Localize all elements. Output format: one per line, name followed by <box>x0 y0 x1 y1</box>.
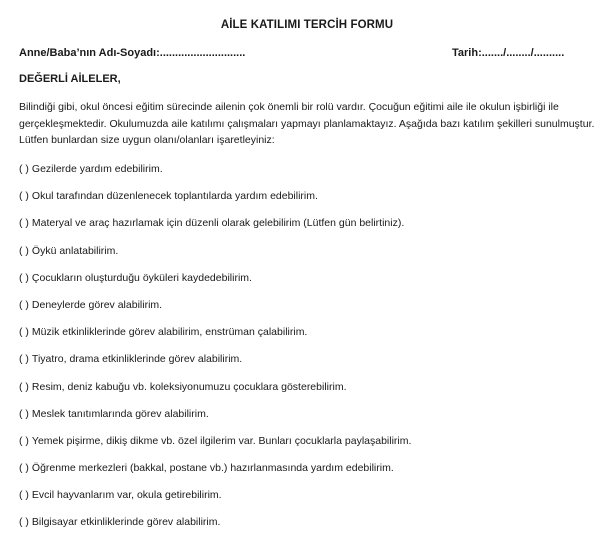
option-item <box>19 407 411 434</box>
date-field: Tarih:......./......../.......... <box>452 47 565 59</box>
option-label: Meslek tanıtımlarında görev alabilirim. <box>31 407 209 420</box>
option-item <box>19 162 411 189</box>
option-label: Bilgisayar etkinliklerinde görev alabilirim. <box>31 516 221 529</box>
option-checkbox[interactable]: ( ) <box>19 380 29 393</box>
option-label: Materyal ve araç hazırlamak için düzenli olarak gelebilirim (Lütfen gün belirtiniz). <box>31 217 405 230</box>
form-title: AİLE KATILIMI TERCİH FORMU <box>220 19 394 31</box>
participation-options-list <box>19 162 411 543</box>
option-label: Tiyatro, drama etkinliklerinde görev alabilirim. <box>31 353 243 366</box>
option-label: Çocukların oluşturduğu öyküleri kaydedebilirim. <box>31 271 252 284</box>
option-checkbox[interactable]: ( ) <box>19 190 29 203</box>
option-label: Resim, deniz kabuğu vb. koleksiyonumuzu çocuklara gösterebilirim. <box>31 380 347 393</box>
option-checkbox[interactable]: ( ) <box>19 462 29 475</box>
option-item <box>19 216 411 243</box>
intro-line: gerçekleşmektedir. Okulumuzda aile katılımı çalışmaları yapmayı planlamaktayız. Aşağıda bazı katılım şekilleri sunulmuştur. <box>19 117 595 130</box>
option-checkbox[interactable]: ( ) <box>19 217 29 230</box>
option-item <box>19 434 411 461</box>
option-item <box>19 298 411 325</box>
option-checkbox[interactable]: ( ) <box>19 271 29 284</box>
parent-name-field: Anne/Baba’nın Adı-Soyadı:............................ <box>19 47 246 59</box>
option-item <box>19 325 411 352</box>
intro-line: Bilindiği gibi, okul öncesi eğitim sürecinde ailenin çok önemli bir rolü vardır. Çocuğun eğitimi aile ile okulun işbirliği ile <box>19 101 559 113</box>
option-checkbox[interactable]: ( ) <box>19 244 29 257</box>
option-label: Evcil hayvanlarım var, okula getirebilirim. <box>31 489 222 502</box>
option-item <box>19 488 411 515</box>
option-item <box>19 244 411 271</box>
option-label: Okul tarafından düzenlenecek toplantılarda yardım edebilirim. <box>31 190 318 203</box>
greeting: DEĞERLİ AİLELER, <box>19 73 121 85</box>
option-checkbox[interactable]: ( ) <box>19 434 29 447</box>
option-checkbox[interactable]: ( ) <box>19 353 29 366</box>
option-label: Öykü anlatabilirim. <box>31 244 119 257</box>
option-label: Müzik etkinliklerinde görev alabilirim, enstrüman çalabilirim. <box>31 326 308 339</box>
option-item <box>19 461 411 488</box>
option-item <box>19 189 411 216</box>
option-label: Gezilerde yardım edebilirim. <box>31 163 163 175</box>
option-item <box>19 352 411 379</box>
option-checkbox[interactable]: ( ) <box>19 326 29 339</box>
option-label: Deneylerde görev alabilirim. <box>31 298 163 311</box>
intro-paragraph <box>19 99 611 149</box>
option-label: Yemek pişirme, dikiş dikme vb. özel ilgilerim var. Bunları çocuklarla paylaşabilirim. <box>31 434 412 447</box>
option-item <box>19 515 411 542</box>
option-checkbox[interactable]: ( ) <box>19 163 29 175</box>
option-checkbox[interactable]: ( ) <box>19 407 29 420</box>
option-checkbox[interactable]: ( ) <box>19 516 29 529</box>
intro-line: Lütfen bunlardan size uygun olanı/olanları işaretleyiniz: <box>19 134 275 146</box>
option-item <box>19 271 411 298</box>
option-checkbox[interactable]: ( ) <box>19 298 29 311</box>
option-label: Öğrenme merkezleri (bakkal, postane vb.) hazırlanmasında yardım edebilirim. <box>31 462 394 475</box>
option-checkbox[interactable]: ( ) <box>19 489 29 502</box>
option-item <box>19 380 411 407</box>
